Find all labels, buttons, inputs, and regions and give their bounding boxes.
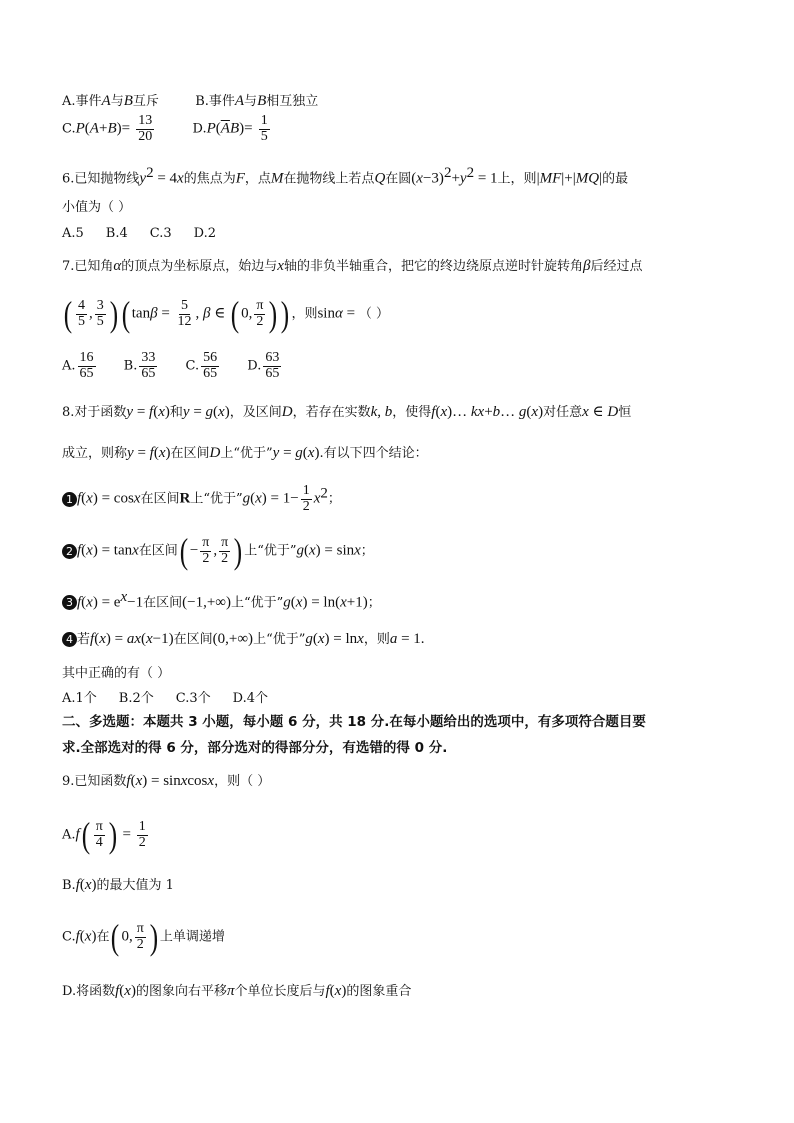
q6-options: A.5 B.4 C.3 D.2 <box>62 226 217 241</box>
q8-options: A.1个 B.2个 C.3个 D.4个 <box>62 691 269 706</box>
q5-options-ab: A.事件A与B互斥 B.事件A与B相互独立 <box>62 93 319 109</box>
q8-stem: 8.对于函数y = f(x)和y = g(x)，及区间D，若存在实数k, b，使得f(x)… kx+b… g(x)对任意x ∈ D恒 <box>62 404 632 420</box>
q8-stem-2: 成立，则称y = f(x)在区间D上“优于”y = g(x).有以下四个结论： <box>62 445 428 461</box>
fraction: $\frac{1}{5}$ <box>260 113 268 144</box>
q9-option-a: A.f( $\frac{\pi}{4}$ ) = $\frac{1}{2}$ <box>62 815 146 855</box>
q8-conclusion-2: 2 f(x) = tanx在区间( − $\frac{\pi}{2}$ , $\frac{\pi}{2}$ ) 上“优于”g(x) = sinx； <box>62 533 374 569</box>
q5-options-cd: C.P(A+B)= $\frac{13}{20}$ $D.P(\overline{A}B)=$ $\frac{1}{5}$ <box>62 113 268 144</box>
q7-stem: 7.已知角α的顶点为坐标原点，始边与x轴的非负半轴重合，把它的终边绕原点逆时针旋转角β后经过点 <box>62 258 643 274</box>
q8-conclusion-1: 1 f(x) = cosx在区间R上“优于”g(x) = 1− $\frac{1}{2}$ $x^2$； <box>62 484 341 514</box>
q6-stem: 6.已知抛物线$y^2 = 4x$的焦点为F，点M在抛物线上若点Q在圆$(x-3)^2+y^2 = 1$上，则|MF|+|MQ|的最 <box>62 165 629 187</box>
q8-conclusion-3: 3 $f(x) = e^x-1$在区间(−1,+∞)上“优于”g(x) = ln(x+1)； <box>62 590 381 610</box>
q7-stem-2: ( $\frac{4}{5}$ , $\frac{3}{5}$ ) ( tanβ = $\frac{5}{12}$ , β ∈ ( 0, $\frac{\pi}{2}$ )) ，则sinα = （ ） <box>63 294 389 334</box>
q7-options: A. $\frac{16}{65}$ B. $\frac{33}{65}$ C. $\frac{56}{65}$ D. $\frac{63}{65}$ <box>62 350 280 381</box>
q6-stem-2: 小值为（ ） <box>62 200 132 215</box>
section2-heading: 二、多选题：本题共 3 小题，每小题 6 分，共 18 分.在每小题给出的选项中，有多项符合题目要 <box>62 714 646 730</box>
section2-heading-2: 求.全部选对的得 6 分，部分选对的得部分分，有选错的得 0 分. <box>62 740 448 756</box>
q9-option-b: B.f(x)的最大值为 1 <box>62 877 174 893</box>
q9-option-c: C.f(x)在( 0, $\frac{\pi}{2}$ ) 上单调递增 <box>62 917 225 957</box>
q8-conclusion-4: 4 若f(x) = ax(x−1)在区间(0,+∞)上“优于”g(x) = lnx，则a = 1. <box>62 632 425 647</box>
q9-option-d: D.将函数f(x)的图象向右平移π个单位长度后与f(x)的图象重合 <box>62 983 412 999</box>
q8-ask: 其中正确的有（ ） <box>62 666 171 681</box>
fraction: $\frac{13}{20}$ <box>138 113 153 144</box>
q9-stem: 9.已知函数f(x) = sinxcosx，则（ ） <box>62 773 271 789</box>
